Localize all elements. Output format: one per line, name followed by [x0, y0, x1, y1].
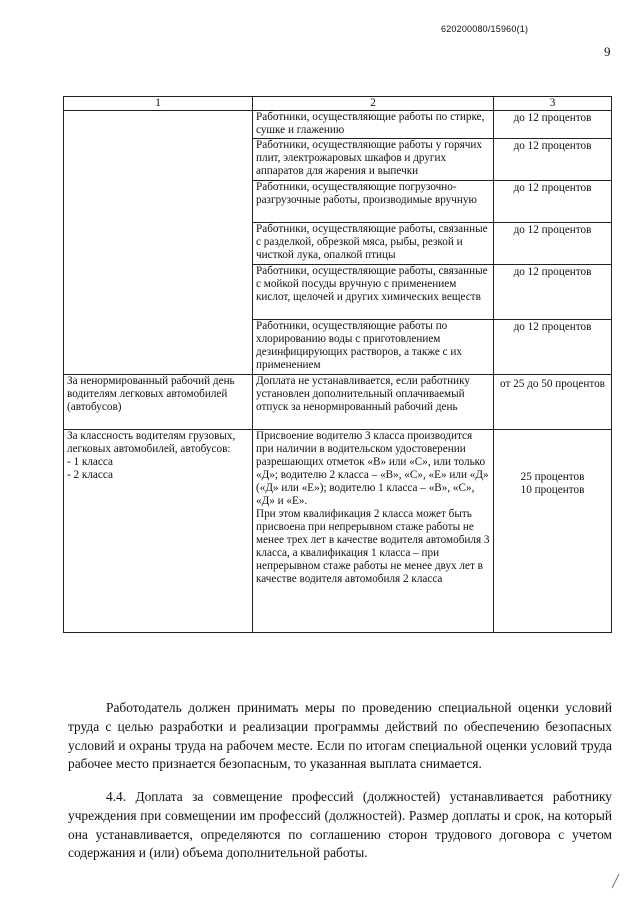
paragraph-safety: Работодатель должен принимать меры по проведению специальной оценки условий труда с целью разработки и реализации программы действий по обеспечению безопасных условий и охраны труда на рабочем месте. Если по итогам специальной оценки условий труда рабочее место признается безопасным, то указанная выплата снимается.	[68, 700, 612, 772]
work-description: Работники, осуществляющие работы, связанные с разделкой, обрезкой мяса, рыбы, резкой и чисткой лука, опалкой птицы	[253, 223, 494, 265]
class-1-label: - 1 класса	[67, 456, 113, 468]
category-text: За классность водителям грузовых, легковых автомобилей, автобусов:	[67, 430, 236, 455]
column-header-1: 1	[64, 97, 253, 111]
work-description: Работники, осуществляющие погрузочно-разгрузочные работы, производимые вручную	[253, 181, 494, 223]
page-number: 9	[604, 44, 611, 59]
table-header-row	[64, 97, 612, 111]
rate-value: от 25 до 50 процентов	[494, 375, 612, 430]
empty-category-cell	[64, 111, 253, 375]
allowance-table	[63, 96, 612, 633]
table-row	[64, 111, 612, 139]
table-row	[64, 430, 612, 633]
column-header-3: 3	[494, 97, 612, 111]
rate-value	[494, 430, 612, 633]
work-description	[253, 430, 494, 633]
class-experience-text: При этом квалификация 2 класса может быть присвоена при непрерывном стаже работы не менее трех лет в качестве водителя автомобиля 3 класса, а квалификация 1 класса – при непрерывном стаже работы не менее двух лет в качестве водителя автомобиля 2 класса	[256, 508, 490, 585]
work-description: Работники, осуществляющие работы по хлорированию воды с приготовлением дезинфицирующих растворов, а также с их применением	[253, 320, 494, 375]
rate-class-2: 10 процентов	[520, 484, 585, 496]
category-cell: За ненормированный рабочий день водителям легковых автомобилей (автобусов)	[64, 375, 253, 430]
category-cell	[64, 430, 253, 633]
column-header-2: 2	[253, 97, 494, 111]
rate-class-1: 25 процентов	[520, 471, 585, 483]
document-number: 620200080/15960(1)	[441, 24, 529, 34]
paragraph-4-4: 4.4. Доплата за совмещение профессий (должностей) устанавливается работнику учреждения при совмещении им профессий (должностей). Размер доплаты и срок, на который она устанавливается, определяются по соглашению сторон трудового договора с учетом содержания и (или) объема дополнительной работы.	[68, 789, 612, 861]
pen-mark-icon	[610, 870, 622, 890]
rate-value: до 12 процентов	[494, 265, 612, 320]
class-2-label: - 2 класса	[67, 469, 113, 481]
rate-value: до 12 процентов	[494, 111, 612, 139]
rate-value: до 12 процентов	[494, 139, 612, 181]
rate-value: до 12 процентов	[494, 223, 612, 265]
rate-value: до 12 процентов	[494, 181, 612, 223]
table-row	[64, 375, 612, 430]
work-description: Работники, осуществляющие работы, связанные с мойкой посуды вручную с применением кислот, щелочей и других химических веществ	[253, 265, 494, 320]
work-description: Работники, осуществляющие работы по стирке, сушке и глажению	[253, 111, 494, 139]
work-description: Доплата не устанавливается, если работнику установлен дополнительный оплачиваемый отпуск за ненормированный рабочий день	[253, 375, 494, 430]
rate-value: до 12 процентов	[494, 320, 612, 375]
class-requirements-text: Присвоение водителю 3 класса производится при наличии в водительском удостоверении разрешающих отметок «В» или «С», или только «Д»; водителю 2 класса – «В», «С», «Е» или «Д» («Д» или «Е»); водителю 1 класса – «В», «С», «Д» и «Е».	[256, 430, 489, 507]
work-description: Работники, осуществляющие работы у горячих плит, электрожаровых шкафов и других аппаратов для жарения и выпечки	[253, 139, 494, 181]
